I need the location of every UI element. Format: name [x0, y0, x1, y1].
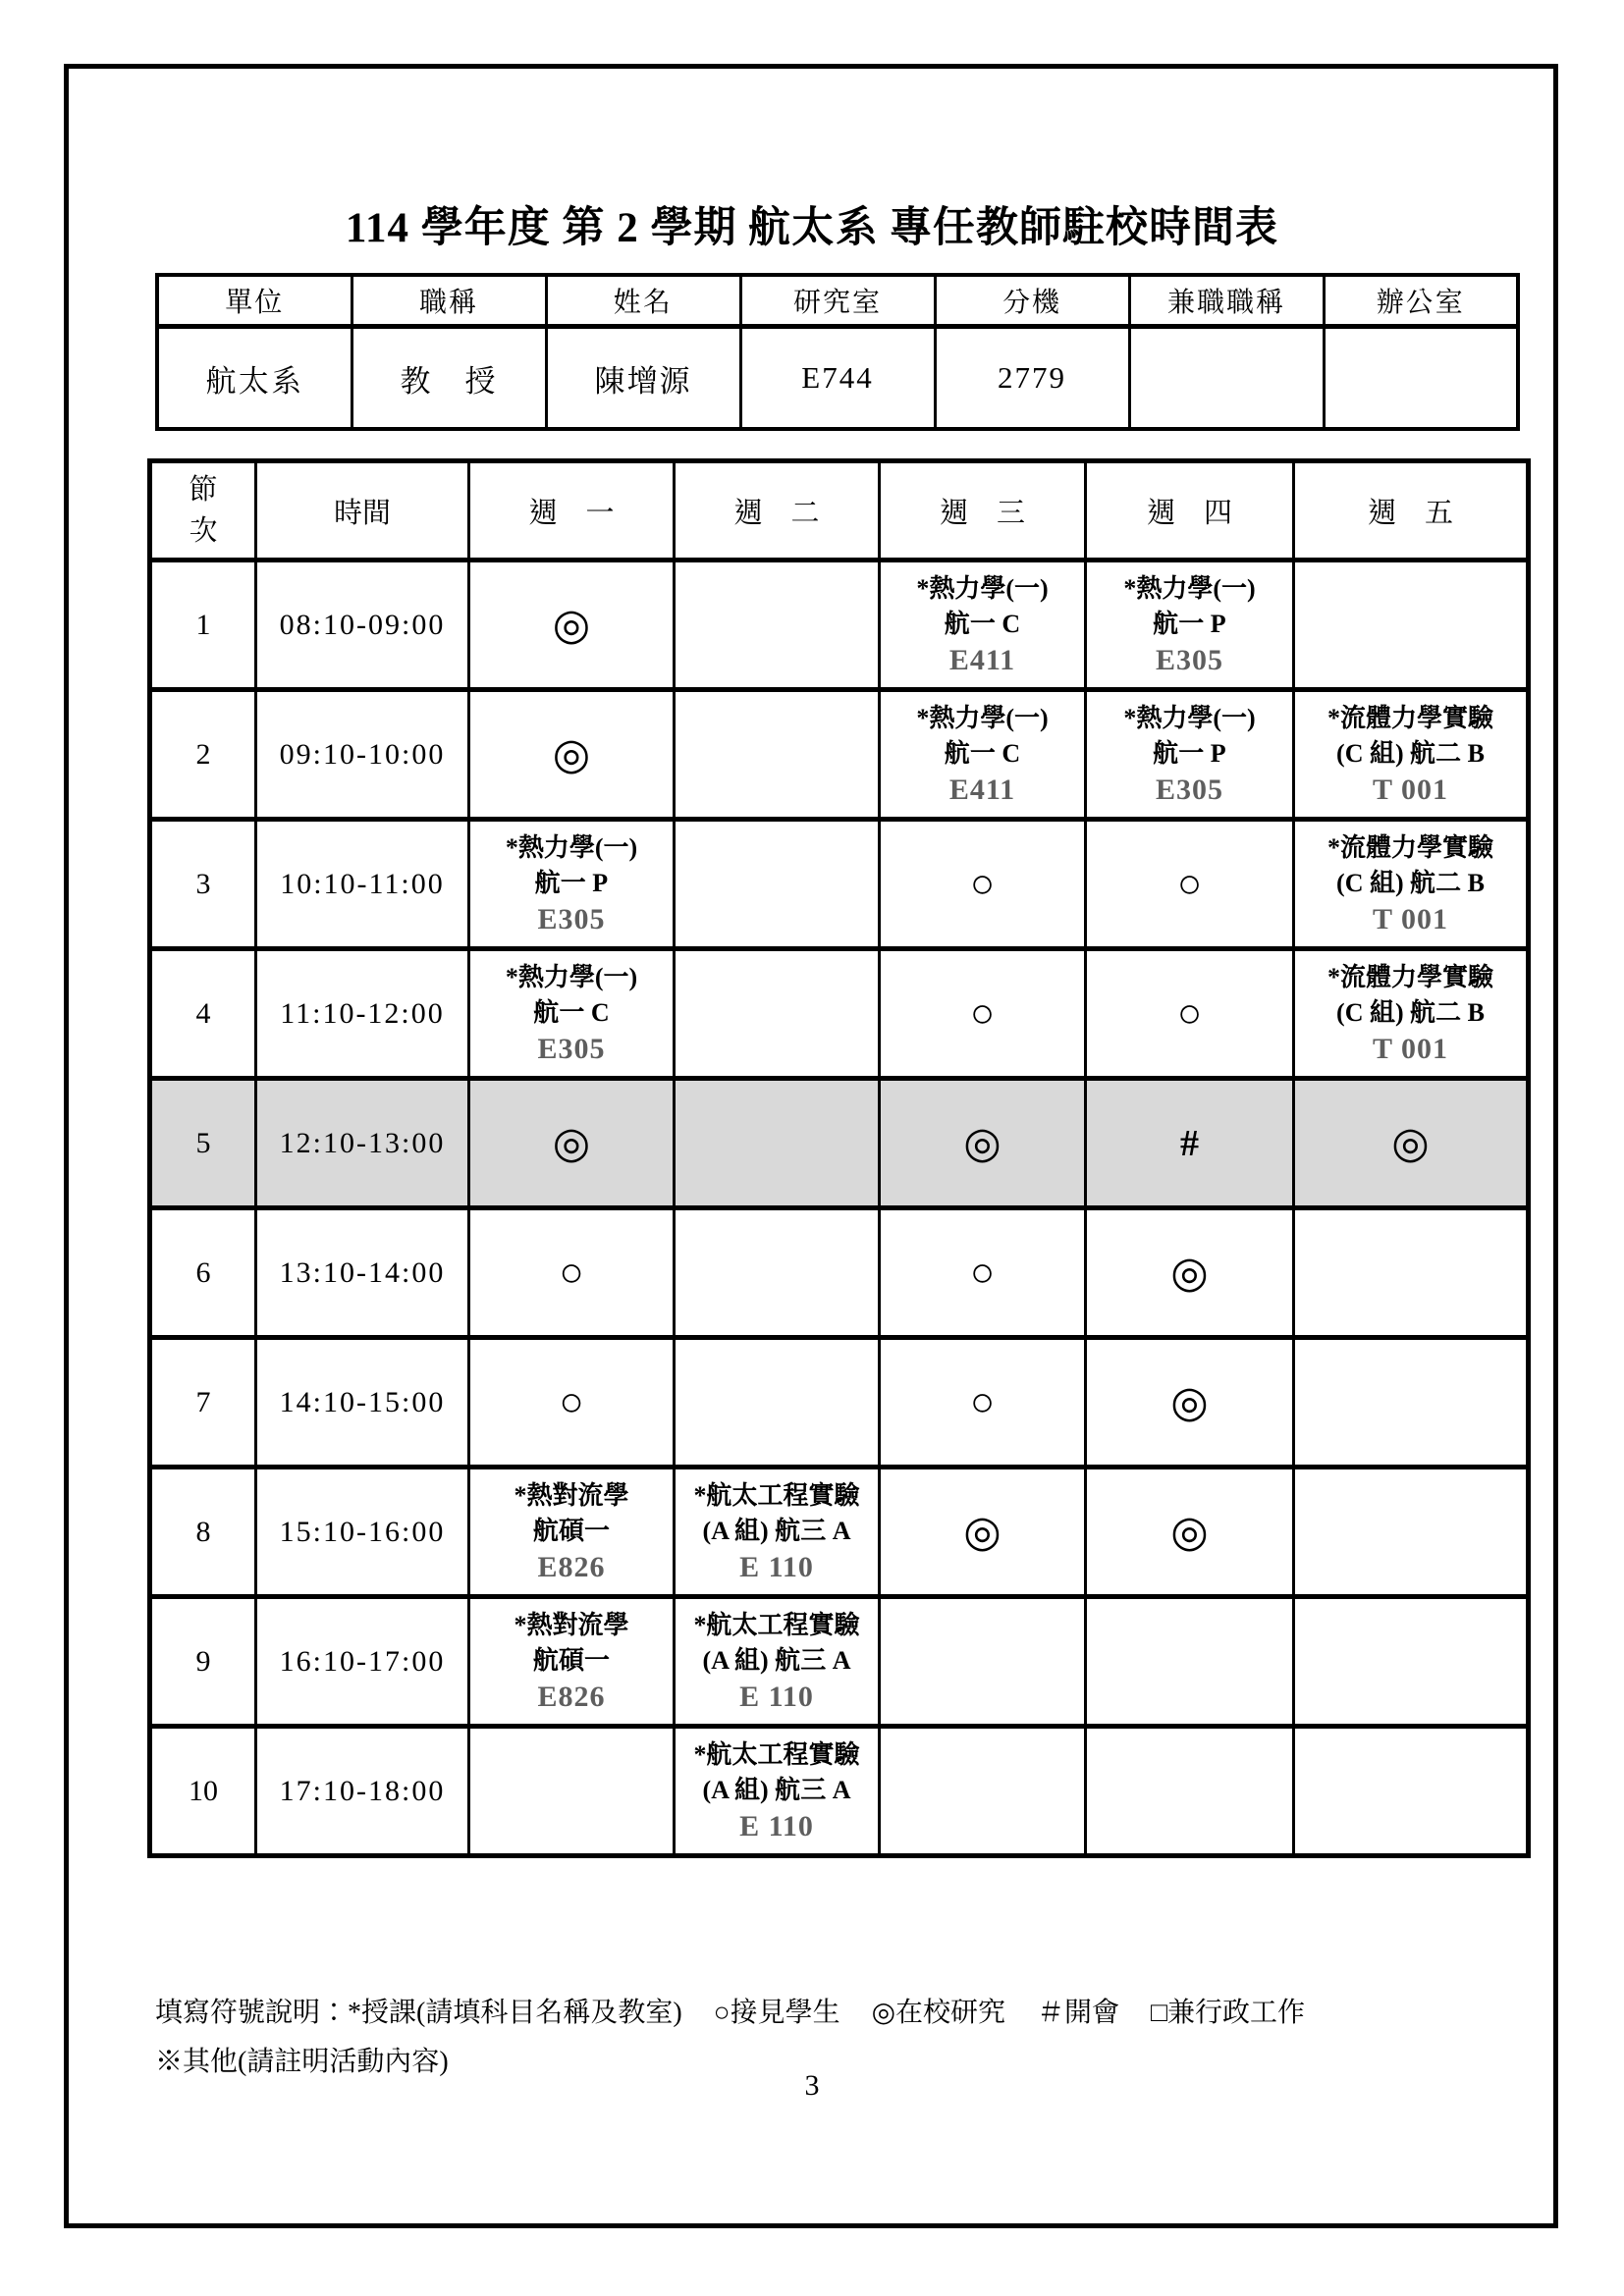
day-cell [1294, 1208, 1529, 1338]
course-line: 航一 C [944, 738, 1021, 768]
course-line: *熱力學(一) [916, 703, 1049, 732]
period-cell: 5 [150, 1079, 256, 1208]
time-cell: 12:10-13:00 [256, 1079, 469, 1208]
day-cell [1294, 1338, 1529, 1468]
day-cell [469, 1597, 675, 1727]
header-friday: 週 五 [1294, 461, 1529, 561]
info-header-office: 辦公室 [1324, 275, 1518, 327]
period-cell: 7 [150, 1338, 256, 1468]
info-rank: 教 授 [352, 327, 546, 430]
room-code: E305 [537, 902, 606, 935]
course-line: *航太工程實驗 [693, 1739, 860, 1769]
day-cell [1294, 1597, 1529, 1727]
info-header-post: 兼職職稱 [1129, 275, 1324, 327]
course-line: *流體力學實驗 [1326, 832, 1493, 862]
room-code: E305 [1155, 643, 1223, 676]
info-unit: 航太系 [157, 327, 352, 430]
course-line: *熱力學(一) [916, 573, 1049, 603]
legend-meeting: ＃開會 [1037, 1998, 1120, 2028]
room-code: E411 [948, 773, 1016, 806]
day-cell [675, 820, 880, 949]
info-data-row [157, 327, 1518, 430]
time-cell: 16:10-17:00 [256, 1597, 469, 1727]
course-line: 航一 P [1153, 609, 1226, 638]
legend-admin-work: □兼行政工作 [1151, 1998, 1305, 2028]
room-code: E826 [537, 1680, 606, 1713]
meet-students-symbol: ○ [559, 1250, 584, 1296]
meet-students-symbol: ○ [969, 1250, 996, 1296]
course-line: 航碩一 [532, 1516, 610, 1545]
course-line: (A 組) 航三 A [702, 1775, 851, 1804]
day-cell [1294, 1079, 1529, 1208]
header-period: 節 次 [150, 461, 256, 561]
day-cell [880, 1208, 1086, 1338]
day-cell [1086, 1079, 1294, 1208]
day-cell [880, 1468, 1086, 1597]
course-line: (A 組) 航三 A [702, 1516, 851, 1545]
research-symbol: ◎ [1170, 1377, 1209, 1426]
day-cell [675, 949, 880, 1079]
period-cell: 6 [150, 1208, 256, 1338]
course-line: 航一 P [1153, 738, 1226, 768]
period-cell: 9 [150, 1597, 256, 1727]
room-code: E 110 [739, 1550, 814, 1583]
course-line: (A 組) 航三 A [702, 1645, 851, 1675]
legend-intro: 填寫符號說明：*授課(請填科目名稱及教室) [155, 1998, 682, 2028]
meet-students-symbol: ○ [969, 861, 996, 907]
research-symbol: ◎ [963, 1507, 1001, 1556]
course-line: *熱對流學 [514, 1480, 629, 1510]
timetable-row [150, 1079, 1529, 1208]
day-cell [469, 1079, 675, 1208]
research-symbol: ◎ [1170, 1507, 1209, 1556]
header-wednesday: 週 三 [880, 461, 1086, 561]
day-cell [675, 1727, 880, 1856]
course-line: (C 組) 航二 B [1336, 868, 1485, 897]
info-post [1129, 327, 1324, 430]
timetable-row [150, 561, 1529, 690]
period-cell: 3 [150, 820, 256, 949]
info-header-row [157, 275, 1518, 327]
day-cell [675, 1079, 880, 1208]
time-cell: 13:10-14:00 [256, 1208, 469, 1338]
meet-students-symbol: ○ [1176, 990, 1203, 1037]
course-line: 航碩一 [532, 1645, 610, 1675]
header-tuesday: 週 二 [675, 461, 880, 561]
day-cell [1086, 820, 1294, 949]
course-line: *航太工程實驗 [693, 1610, 860, 1639]
room-code: E411 [948, 643, 1016, 676]
day-cell [469, 1208, 675, 1338]
day-cell [1294, 1727, 1529, 1856]
timetable-header-row [150, 461, 1529, 561]
day-cell [469, 1727, 675, 1856]
course-line: *流體力學實驗 [1326, 962, 1493, 991]
time-cell: 11:10-12:00 [256, 949, 469, 1079]
period-cell: 8 [150, 1468, 256, 1597]
day-cell [675, 1208, 880, 1338]
timetable-row [150, 820, 1529, 949]
header-thursday: 週 四 [1086, 461, 1294, 561]
day-cell [1086, 1727, 1294, 1856]
day-cell [1086, 949, 1294, 1079]
research-symbol: ◎ [1170, 1248, 1209, 1297]
meet-students-symbol: ○ [969, 990, 996, 1037]
timetable-row [150, 1597, 1529, 1727]
day-cell [1086, 690, 1294, 820]
course-line: *熱力學(一) [505, 832, 638, 862]
teacher-info-table [155, 273, 1520, 431]
day-cell [880, 690, 1086, 820]
room-code: E826 [537, 1550, 606, 1583]
day-cell [1086, 1338, 1294, 1468]
meet-students-symbol: ○ [559, 1379, 584, 1425]
day-cell [469, 949, 675, 1079]
meeting-symbol: # [1180, 1122, 1199, 1164]
period-cell: 4 [150, 949, 256, 1079]
course-line: 航一 C [944, 609, 1021, 638]
day-cell [675, 1597, 880, 1727]
timetable-row [150, 1468, 1529, 1597]
room-code: E 110 [739, 1809, 814, 1842]
day-cell [1086, 1468, 1294, 1597]
legend-meet-students: ○接見學生 [713, 1998, 840, 2028]
timetable-row [150, 1338, 1529, 1468]
timetable-row [150, 949, 1529, 1079]
time-cell: 15:10-16:00 [256, 1468, 469, 1597]
room-code: E305 [1155, 773, 1223, 806]
timetable-row [150, 1208, 1529, 1338]
day-cell [880, 820, 1086, 949]
research-symbol: ◎ [552, 1118, 591, 1167]
header-time: 時間 [256, 461, 469, 561]
day-cell [880, 1727, 1086, 1856]
info-header-unit: 單位 [157, 275, 352, 327]
info-ext: 2779 [935, 327, 1129, 430]
course-line: *航太工程實驗 [693, 1480, 860, 1510]
header-monday: 週 一 [469, 461, 675, 561]
day-cell [675, 690, 880, 820]
day-cell [1294, 690, 1529, 820]
info-header-lab: 研究室 [740, 275, 935, 327]
meet-students-symbol: ○ [1176, 861, 1203, 907]
time-cell: 17:10-18:00 [256, 1727, 469, 1856]
day-cell [469, 820, 675, 949]
day-cell [1294, 1468, 1529, 1597]
course-line: *熱力學(一) [1123, 703, 1256, 732]
day-cell [880, 561, 1086, 690]
page-number: 3 [804, 2069, 820, 2102]
day-cell [1086, 1597, 1294, 1727]
time-cell: 10:10-11:00 [256, 820, 469, 949]
page-title: 114 學年度 第 2 學期 航太系 專任教師駐校時間表 [345, 205, 1279, 251]
day-cell [1294, 949, 1529, 1079]
info-header-name: 姓名 [546, 275, 740, 327]
info-office [1324, 327, 1518, 430]
research-symbol: ◎ [552, 600, 591, 649]
info-header-ext: 分機 [935, 275, 1129, 327]
day-cell [1086, 1208, 1294, 1338]
info-header-rank: 職稱 [352, 275, 546, 327]
room-code: T 001 [1373, 1032, 1448, 1065]
timetable-row [150, 1727, 1529, 1856]
day-cell [1086, 561, 1294, 690]
timetable [147, 458, 1531, 1858]
day-cell [469, 561, 675, 690]
info-name: 陳增源 [546, 327, 740, 430]
research-symbol: ◎ [1391, 1118, 1430, 1167]
legend-other: ※其他(請註明活動內容) [155, 2047, 449, 2077]
timetable-row [150, 690, 1529, 820]
time-cell: 08:10-09:00 [256, 561, 469, 690]
info-lab: E744 [740, 327, 935, 430]
period-cell: 1 [150, 561, 256, 690]
day-cell [469, 690, 675, 820]
day-cell [675, 1468, 880, 1597]
course-line: (C 組) 航二 B [1336, 738, 1485, 768]
day-cell [675, 1338, 880, 1468]
room-code: E 110 [739, 1680, 814, 1713]
day-cell [1294, 561, 1529, 690]
day-cell [880, 1597, 1086, 1727]
time-cell: 09:10-10:00 [256, 690, 469, 820]
day-cell [880, 1338, 1086, 1468]
period-cell: 10 [150, 1727, 256, 1856]
time-cell: 14:10-15:00 [256, 1338, 469, 1468]
period-cell: 2 [150, 690, 256, 820]
room-code: E305 [537, 1032, 606, 1065]
course-line: 航一 C [533, 997, 610, 1027]
meet-students-symbol: ○ [969, 1379, 996, 1425]
day-cell [469, 1338, 675, 1468]
course-line: 航一 P [534, 868, 609, 897]
day-cell [1294, 820, 1529, 949]
day-cell [675, 561, 880, 690]
course-line: *流體力學實驗 [1326, 703, 1493, 732]
course-line: *熱力學(一) [1123, 573, 1256, 603]
day-cell [880, 949, 1086, 1079]
course-line: *熱對流學 [514, 1610, 629, 1639]
room-code: T 001 [1373, 773, 1448, 806]
room-code: T 001 [1373, 902, 1448, 935]
research-symbol: ◎ [963, 1118, 1001, 1167]
day-cell [469, 1468, 675, 1597]
legend-research: ◎在校研究 [871, 1998, 1006, 2028]
course-line: (C 組) 航二 B [1336, 997, 1485, 1027]
research-symbol: ◎ [552, 729, 591, 778]
course-line: *熱力學(一) [505, 962, 638, 991]
day-cell [880, 1079, 1086, 1208]
